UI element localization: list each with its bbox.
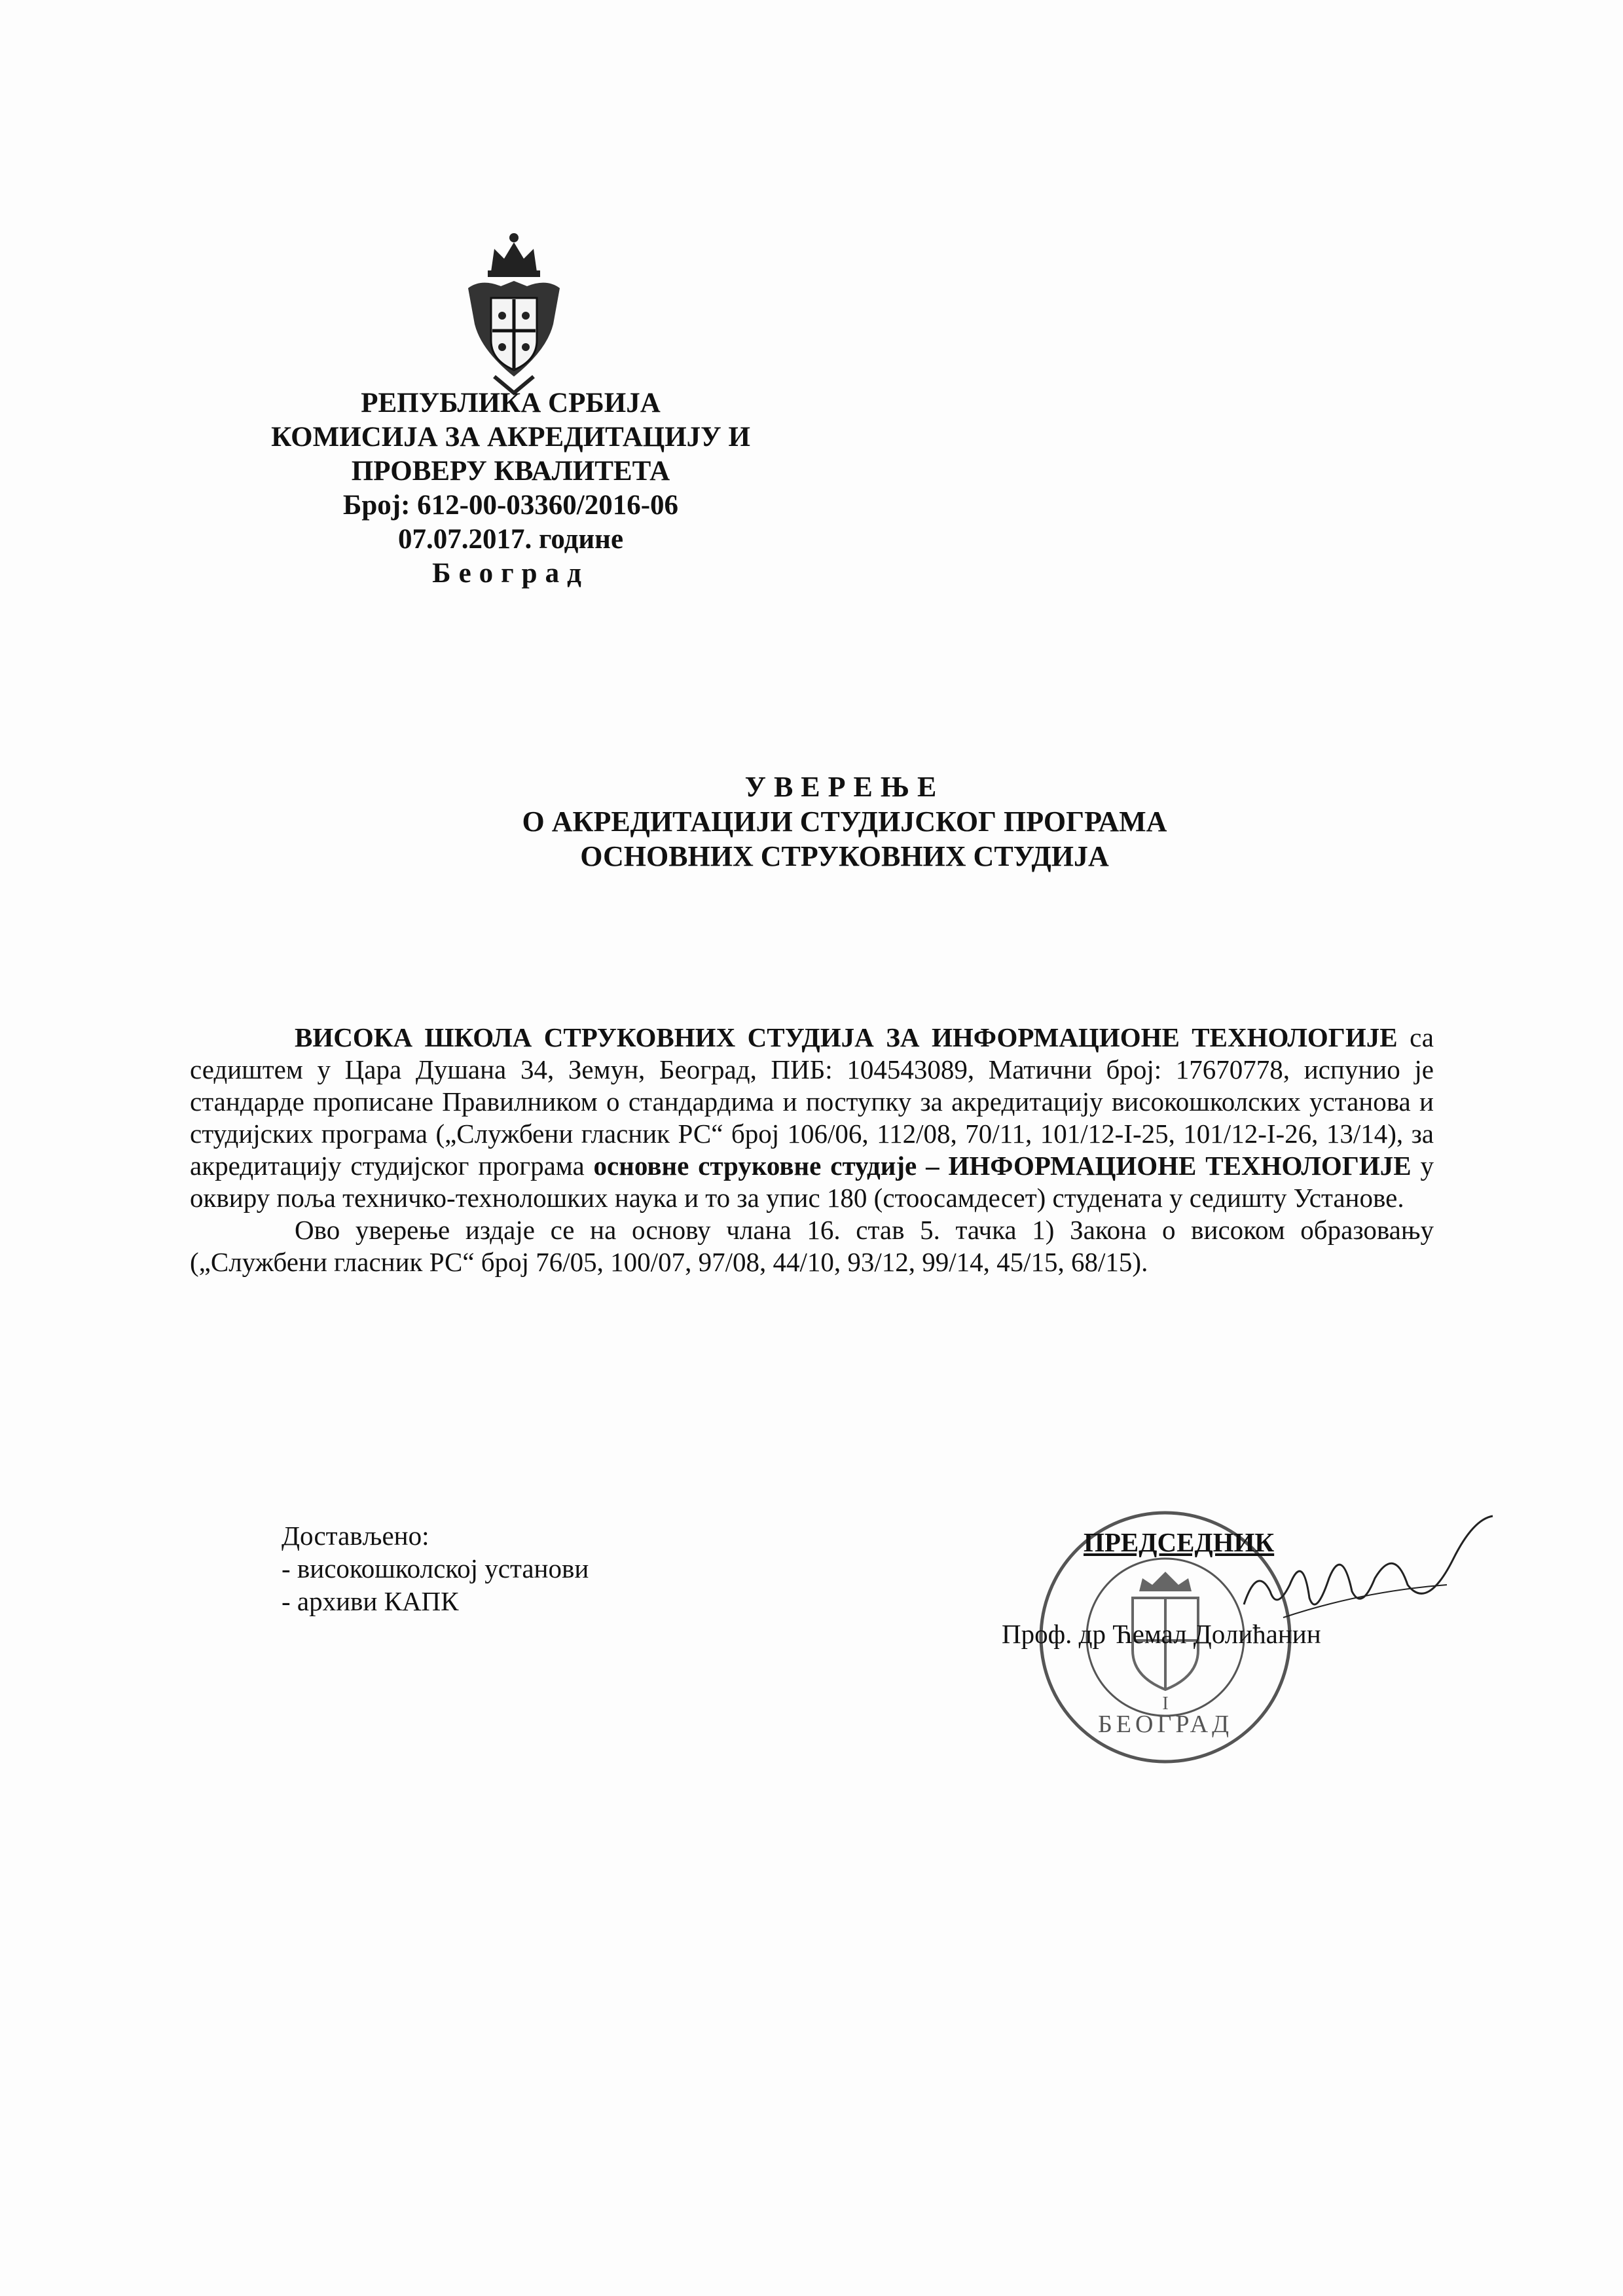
signatory-title: ПРЕДСЕДНИК xyxy=(1084,1527,1275,1557)
issuer-header xyxy=(216,386,805,591)
distribution-list xyxy=(282,1519,589,1618)
svg-text:I: I xyxy=(1162,1694,1169,1714)
body-text-b: у оквиру поља техничко-технолошких наука и то за упис 180 (стоосамдесет) студената у седишту Установе. xyxy=(190,1151,1434,1213)
body-text-a: са седиштем у Цара Душана 34, Земун, Београд, ПИБ: 104543089, Матични број: 17670778, испунио је стандарде прописане Правилником о стандардима и поступку за акредитацију високошколских установа и студијских програма („Службени гласник РС“ број 106/06, 112/08, 70/11, 101/12-I-25, 101/12-I-26, 13/14), за акредитацију студијског програма xyxy=(190,1022,1434,1181)
certificate-body xyxy=(190,1022,1434,1278)
certificate-title xyxy=(367,769,1322,874)
distribution-label: Достављено: xyxy=(282,1521,429,1551)
distribution-item: - архиви КАПК xyxy=(282,1586,459,1616)
title-line1: УВЕРЕЊЕ xyxy=(744,771,945,803)
document-city: Београд xyxy=(432,558,589,589)
document-number: Број: 612-00-03360/2016-06 xyxy=(342,490,679,521)
header-country: РЕПУБЛИКА СРБИЈА xyxy=(361,388,661,418)
document-date: 07.07.2017. године xyxy=(397,524,624,555)
body-paragraph-2: Ово уверење издаје се на основу члана 16. став 5. тачка 1) Закона о високом образовању („Службени гласник РС“ број 76/05, 100/07, 97/08, 44/10, 93/12, 99/14, 45/15, 68/15). xyxy=(190,1215,1434,1277)
body-paragraph-1 xyxy=(190,1022,1434,1214)
handwritten-signature-icon xyxy=(1231,1506,1506,1637)
title-line3: ОСНОВНИХ СТРУКОВНИХ СТУДИЈА xyxy=(580,840,1109,872)
program-name: основне струковне студије – ИНФОРМАЦИОНЕ ТЕХНОЛОГИЈЕ xyxy=(593,1151,1412,1181)
header-commission-line2: ПРОВЕРУ КВАЛИТЕТА xyxy=(351,456,670,487)
distribution-item: - високошколској установи xyxy=(282,1553,589,1583)
header-commission-line1: КОМИСИЈА ЗА АКРЕДИТАЦИЈУ И xyxy=(271,422,750,453)
institution-name: ВИСОКА ШКОЛА СТРУКОВНИХ СТУДИЈА ЗА ИНФОРМАЦИОНЕ ТЕХНОЛОГИЈЕ xyxy=(295,1022,1398,1052)
signatory-name: Проф. др Ћемал Долићанин xyxy=(1002,1619,1321,1649)
coat-of-arms-icon xyxy=(455,226,573,396)
seal-city-text: БЕОГРАД xyxy=(1097,1711,1233,1738)
title-line2: О АКРЕДИТАЦИЈИ СТУДИЈСКОГ ПРОГРАМА xyxy=(522,805,1167,838)
